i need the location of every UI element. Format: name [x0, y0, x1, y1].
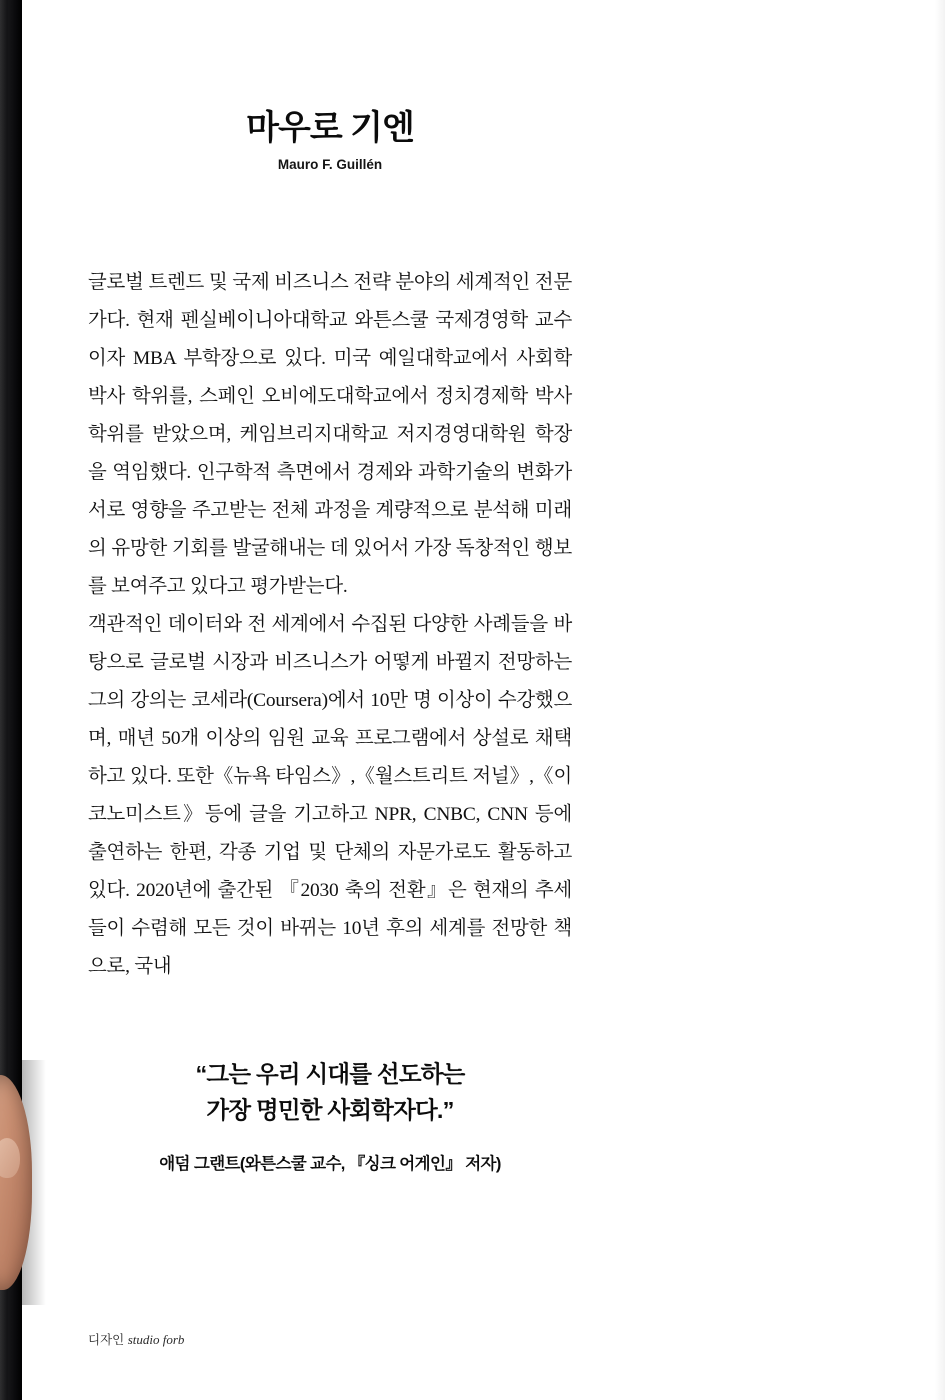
design-credit-studio: studio forb — [127, 1332, 185, 1347]
pullquote-attribution: 애덤 그랜트(와튼스쿨 교수, 『싱크 어게인』 저자) — [159, 1155, 501, 1173]
page-right-edge-shading — [935, 0, 945, 1400]
pullquote-line-2: 가장 명민한 사회학자다.” — [206, 1097, 454, 1123]
author-name-english: Mauro F. Guillén — [277, 157, 383, 172]
bio-paragraph-2: 객관적인 데이터와 전 세계에서 수집된 다양한 사례들을 바탕으로 글로벌 시장과 비즈니스가 어떻게 바뀔지 전망하는 그의 강의는 코세라(Coursera)에서 10만 명 이상이 수강했으며, 매년 50개 이상의 임원 교육 프로그램에서 상설로 채택하고 있다. 또한《뉴욕 타임스》,《월스트리트 저널》,《이코노미스트》등에 글을 기고하고 NPR, CNBC, CNN 등에 출연하는 한편, 각종 기업 및 단체의 자문가로도 활동하고 있다. 2020년에 출간된 『2030 축의 전환』은 현재의 추세들이 수렴해 모든 것이 바뀌는 10년 후의 세계를 전망한 책으로, 국내 — [88, 614, 572, 977]
bio-paragraph-1: 글로벌 트렌드 및 국제 비즈니스 전략 분야의 세계적인 전문가다. 현재 펜실베이니아대학교 와튼스쿨 국제경영학 교수이자 MBA 부학장으로 있다. 미국 예일대학교에서 사회학 박사 학위를, 스페인 오비에도대학교에서 정치경제학 박사 학위를 받았으며, 케임브리지대학교 저지경영대학원 학장을 역임했다. 인구학적 측면에서 경제와 과학기술의 변화가 서로 영향을 주고받는 전체 과정을 계량적으로 분석해 미래의 유망한 기회를 발굴해내는 데 있어서 가장 독창적인 행보를 보여주고 있다고 평가받는다. — [88, 272, 572, 597]
flap-content — [88, 0, 572, 1174]
author-bio — [88, 172, 572, 986]
author-name-korean: 마우로 기엔 — [246, 109, 414, 147]
pullquote-line-1: “그는 우리 시대를 선도하는 — [195, 1061, 465, 1087]
design-credit-label: 디자인 — [88, 1333, 125, 1347]
pullquote-block — [88, 986, 572, 1174]
design-credit — [88, 1330, 184, 1348]
